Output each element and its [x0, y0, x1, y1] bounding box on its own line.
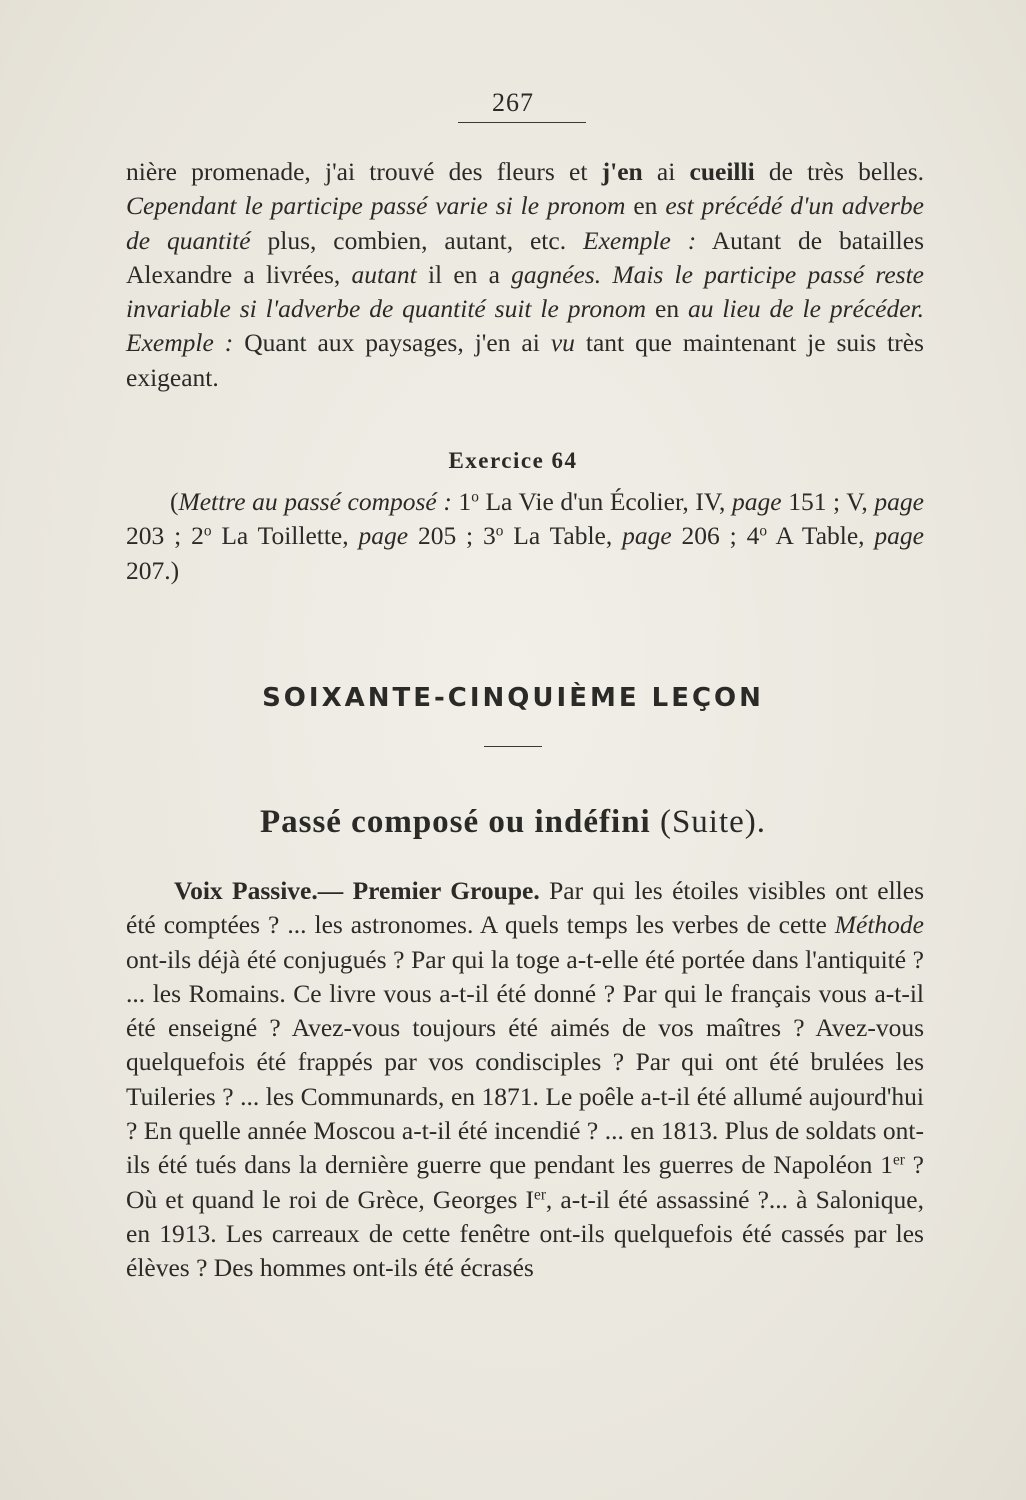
- lesson-heading: SOIXANTE-CINQUIÈME LEÇON: [262, 683, 764, 713]
- paragraph-grammar-rule: nière promenade, j'ai trouvé des fleurs et j'en ai cueilli de très belles. Cependant le participe passé varie si le pronom en est précédé d'un adverbe de quantité plus, combien, autant, etc. Exemple : Autant de batailles Alexandre a livrées, autant il en a gagnées. Mais le participe passé reste invariable si l'adverbe de quantité suit le pronom en au lieu de le précéder. Exemple : Quant aux paysages, j'en ai vu tant que maintenant je suis très exigeant.: [126, 157, 925, 392]
- section-title: Passé composé ou indéfini (Suite).: [259, 804, 767, 840]
- paragraph-passive-voice: Voix Passive.— Premier Groupe. Par qui les étoiles visibles ont elles été comptées ? ... les astronomes. A quels temps les verbes de cette Méthode ont-ils déjà été conjugués ? Par qui la toge a-t-elle été portée dans l'antiquité ? ... les Romains. Ce livre vous a-t-il été donné ? Par qui le français vous a-t-il été enseigné ? Avez-vous toujours été aimés de vos maîtres ? Avez-vous quelquefois été frappés par vos condisciples ? Par qui ont été brulées les Tuileries ? ... les Communards, en 1871. Le poêle a-t-il été allumé aujourd'hui ? En quelle année Moscou a-t-il été incendié ? ... en 1813. Plus de soldats ont-ils été tués dans la dernière guerre que pendant les guerres de Napoléon 1er ? Où et quand le roi de Grèce, Georges Ier, a-t-il été assassiné ?... à Salonique, en 1913. Les carreaux de cette fenêtre ont-ils quelquefois été cassés par les élèves ? Des hommes ont-ils été écrasés: [126, 876, 925, 1283]
- page-number: 267: [492, 88, 534, 117]
- lesson-rule: [484, 746, 542, 747]
- exercise-instructions: (Mettre au passé composé : 1$^o$ La Vie d'un Écolier, IV, page 151 ; V, page 203 ; 2$^o$ La Toillette, page 205 ; 3$^o$ La Table, page 206 ; 4$^o$ A Table, page 207.): [126, 487, 924, 585]
- exercise-heading: Exercice 64: [448, 448, 578, 473]
- header-rule: [458, 122, 586, 123]
